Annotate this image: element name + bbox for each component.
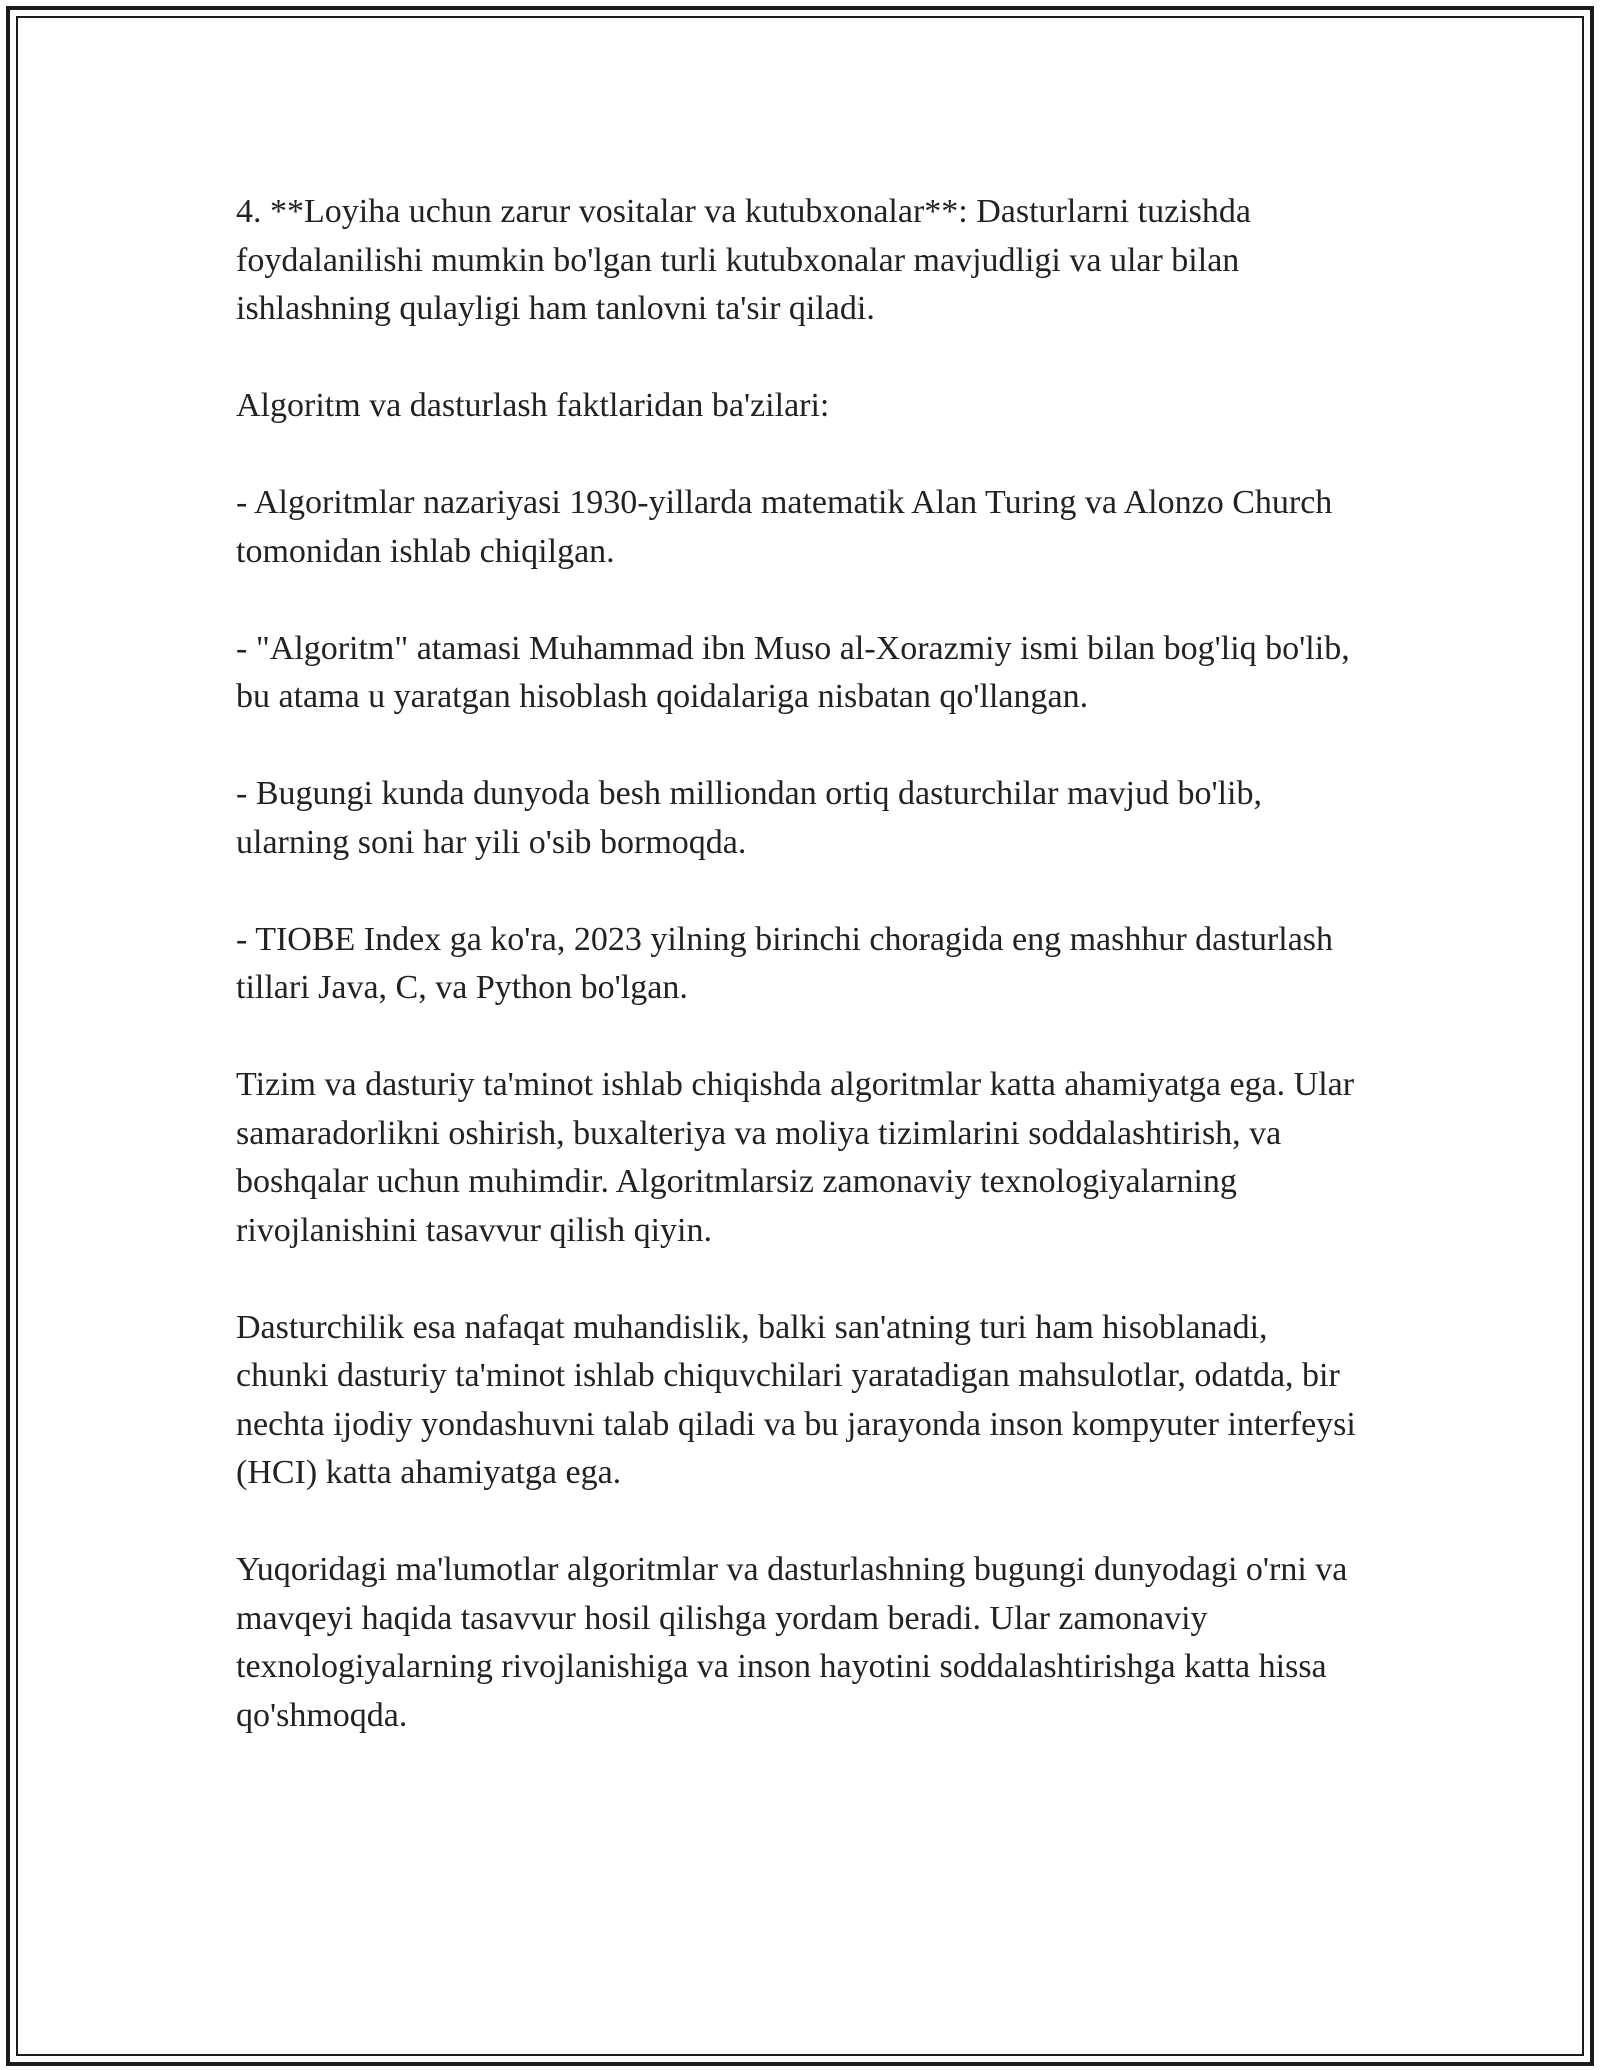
document-body [236, 188, 1366, 1740]
paragraph-fact-theory: - Algoritmlar nazariyasi 1930-yillarda matematik Alan Turing va Alonzo Church tomonidan ishlab chiqilgan. [236, 484, 1333, 570]
paragraph-programming-art: Dasturchilik esa nafaqat muhandislik, balki san'atning turi ham hisoblanadi, chunki dasturiy ta'minot ishlab chiquvchilari yaratadigan mahsulotlar, odatda, bir nechta ijodiy yondashuvni talab qiladi va bu jarayonda inson kompyuter interfeysi (HCI) katta ahamiyatga ega. [236, 1308, 1356, 1491]
paragraph-tools-libraries: 4. **Loyiha uchun zarur vositalar va kutubxonalar**: Dasturlarni tuzishda foydalanilishi mumkin bo'lgan turli kutubxonalar mavjudligi va ular bilan ishlashning qulayligi ham tanlovni ta'sir qiladi. [236, 193, 1251, 327]
paragraph-fact-programmers: - Bugungi kunda dunyoda besh milliondan ortiq dasturchilar mavjud bo'lib, ularning soni har yili o'sib bormoqda. [236, 775, 1262, 861]
paragraph-fact-tiobe: - TIOBE Index ga ko'ra, 2023 yilning birinchi choragida eng mashhur dasturlash tillari Java, C, va Python bo'lgan. [236, 920, 1334, 1006]
paragraph-fact-term-origin: - "Algoritm" atamasi Muhammad ibn Muso al-Xorazmiy ismi bilan bog'liq bo'lib, bu atama u yaratgan hisoblash qoidalariga nisbatan qo'llangan. [236, 629, 1350, 715]
paragraph-facts-heading: Algoritm va dasturlash faktlaridan ba'zilari: [236, 387, 830, 424]
paragraph-conclusion: Yuqoridagi ma'lumotlar algoritmlar va dasturlashning bugungi dunyodagi o'rni va mavqeyi haqida tasavvur hosil qilishga yordam beradi. Ular zamonaviy texnologiyalarning rivojlanishiga va inson hayotini soddalashtirishga katta hissa qo'shmoqda. [236, 1551, 1348, 1734]
paragraph-algorithms-importance: Tizim va dasturiy ta'minot ishlab chiqishda algoritmlar katta ahamiyatga ega. Ular samaradorlikni oshirish, buxalteriya va moliya tizimlarini soddalashtirish, va boshqalar uchun muhimdir. Algoritmlarsiz zamonaviy texnologiyalarning rivojlanishini tasavvur qilish qiyin. [236, 1066, 1355, 1249]
